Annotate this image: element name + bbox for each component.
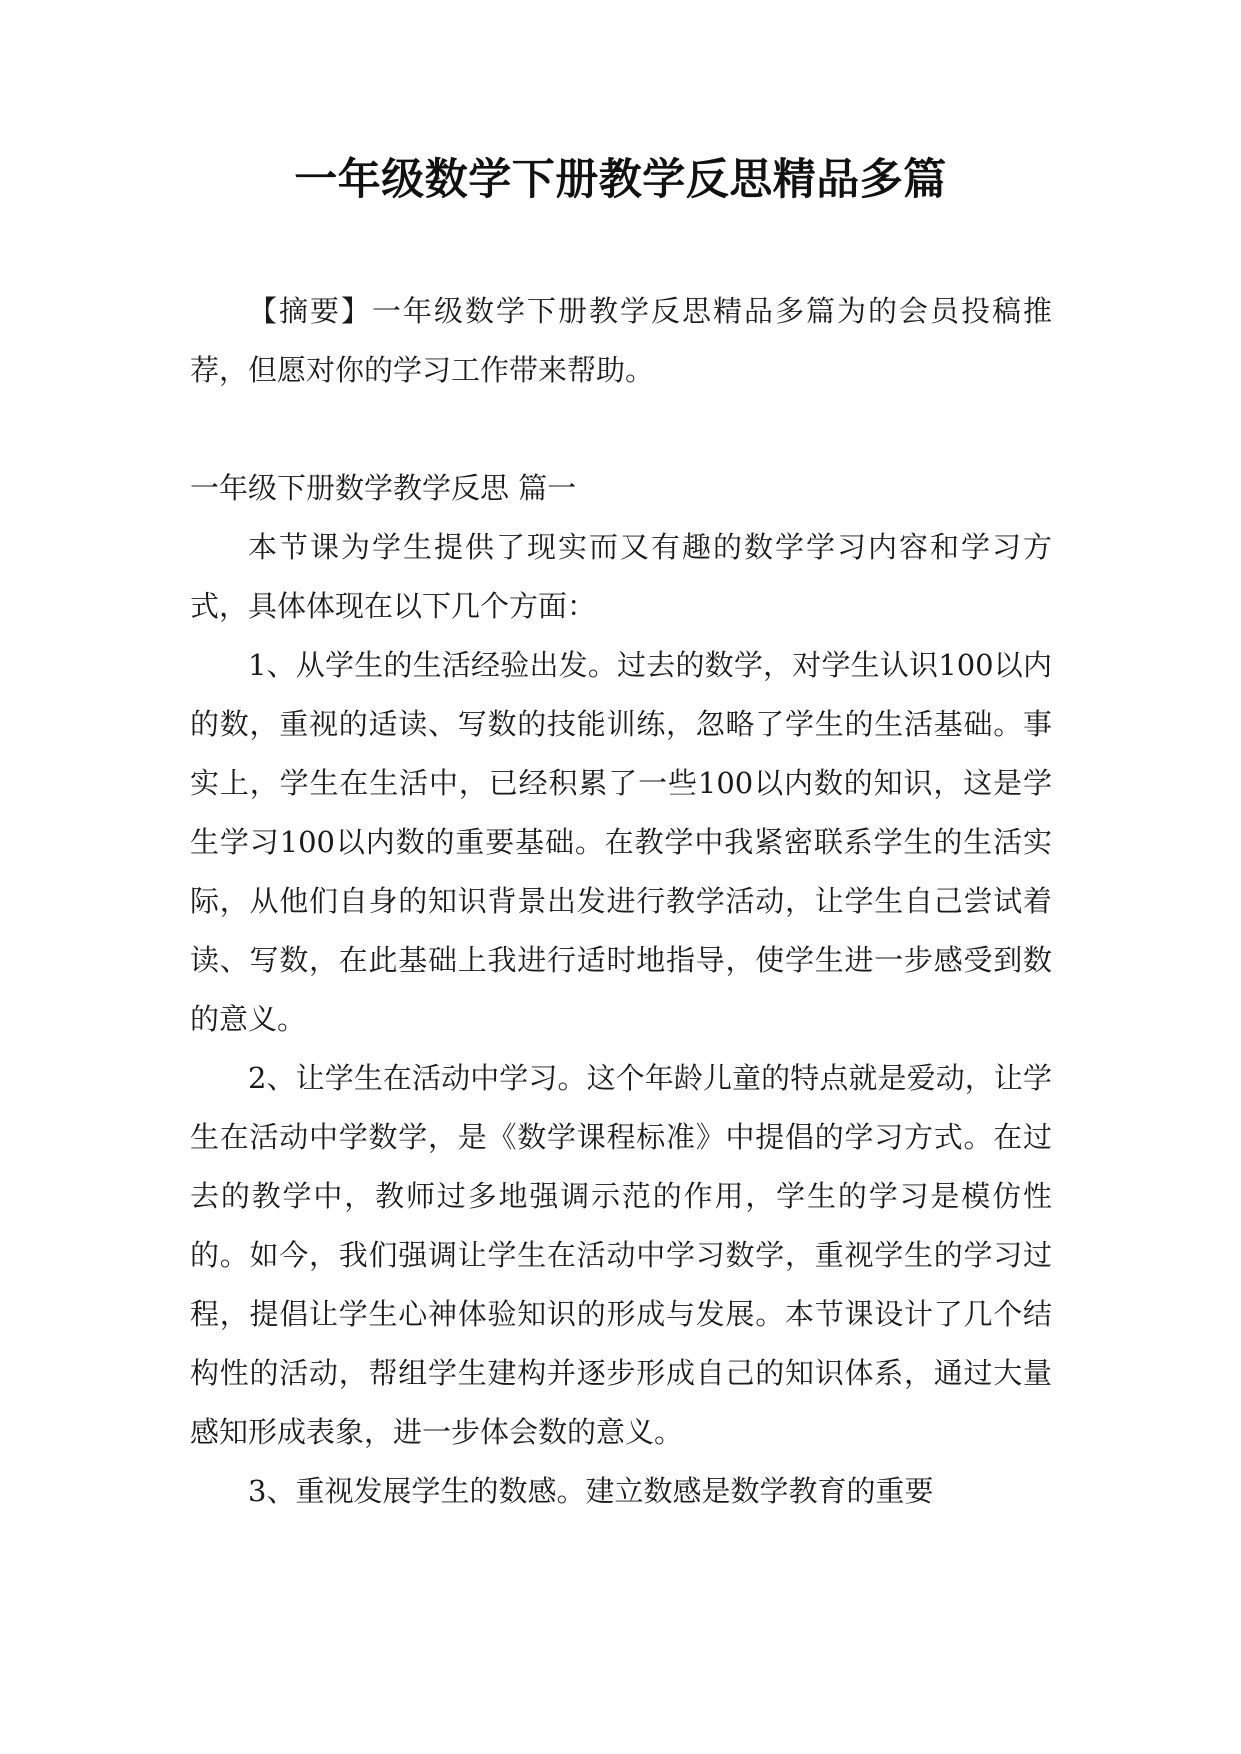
body-paragraph-intro: 本节课为学生提供了现实而又有趣的数学学习内容和学习方式，具体体现在以下几个方面： [190, 530, 1052, 623]
document-title: 一年级数学下册教学反思精品多篇 [294, 155, 947, 205]
body-paragraph-point-1: 1、从学生的生活经验出发。过去的数学，对学生认识100以内的数，重视的适读、写数的技能训练，忽略了学生的生活基础。事实上，学生在生活中，已经积累了一些100以内数的知识，这是学生学习100以内数的重要基础。在教学中我紧密联系学生的生活实际，从他们自身的知识背景出发进行教学活动，让学生自己尝试着读、写数，在此基础上我进行适时地指导，使学生进一步感受到数的意义。 [190, 648, 1052, 1036]
body-paragraph-point-2: 2、让学生在活动中学习。这个年龄儿童的特点就是爱动，让学生在活动中学数学，是《数学课程标准》中提倡的学习方式。在过去的教学中，教师过多地强调示范的作用，学生的学习是模仿性的。如今，我们强调让学生在活动中学习数学，重视学生的学习过程，提倡让学生心神体验知识的形成与发展。本节课设计了几个结构性的活动，帮组学生建构并逐步形成自己的知识体系，通过大量感知形成表象，进一步体会数的意义。 [190, 1061, 1052, 1449]
document-body [190, 282, 1052, 1521]
abstract-paragraph: 【摘要】一年级数学下册教学反思精品多篇为的会员投稿推荐，但愿对你的学习工作带来帮助。 [190, 294, 1052, 387]
section-heading: 一年级下册数学教学反思 篇一 [190, 471, 577, 505]
body-paragraph-point-3: 3、重视发展学生的数感。建立数感是数学教育的重要 [248, 1474, 934, 1508]
